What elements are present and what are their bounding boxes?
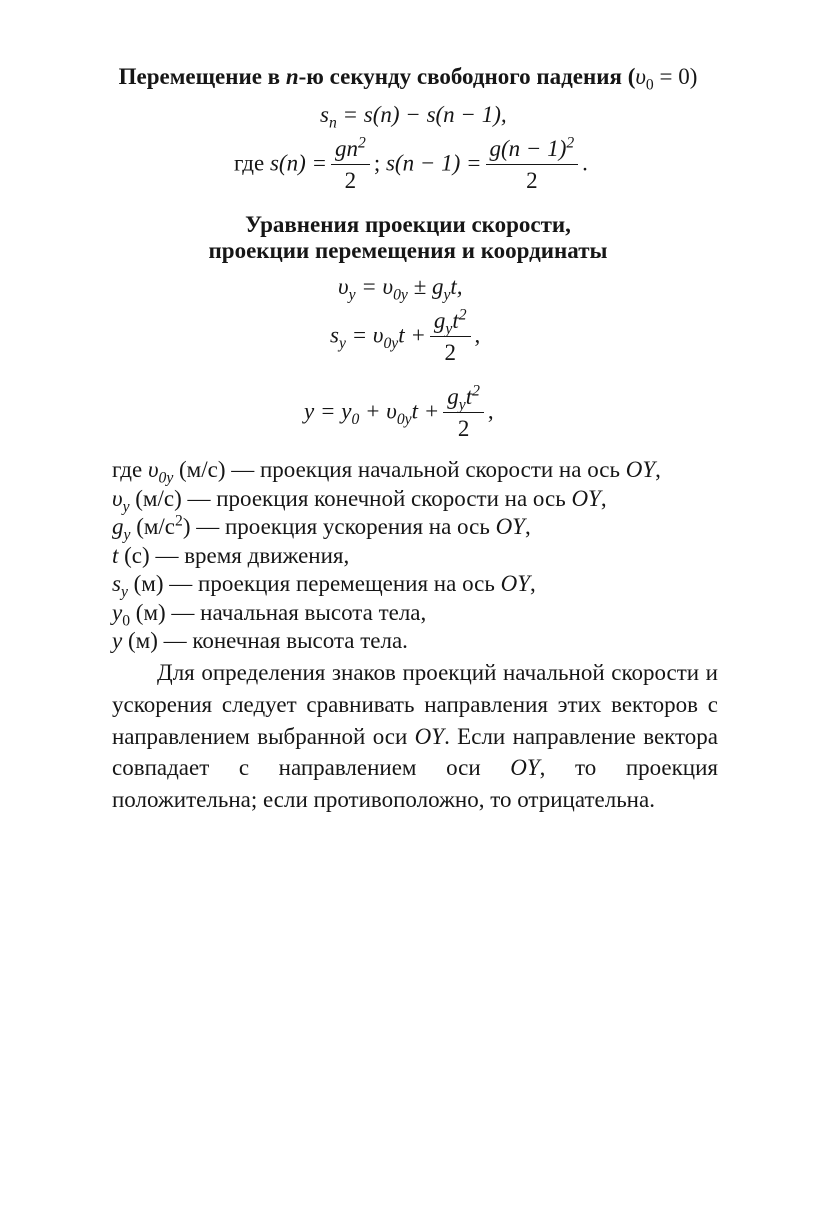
equation-coordinate: $y = y_0 + \upsilon_{0y}t$ + $\frac{g_yt^2}{2}$ ,	[304, 382, 494, 441]
definition-item: $\upsilon_y$ (м/с) — проекция конечной скорости на ось OY,	[112, 486, 607, 516]
heading-projection-equations-line1: Уравнения проекции скорости,	[245, 212, 571, 237]
fraction-gy-t2-over-2: $\frac{g_yt^2}{2}$	[443, 384, 484, 442]
definition-item: $s_y$ (м) — проекция перемещения на ось OY,	[112, 571, 536, 601]
definition-item: $y_0$ (м) — начальная высота тела,	[112, 600, 427, 630]
paragraph-sign-rule: Для определения знаков проекций начальной скорости и ускорения следует сравнивать направления этих векторов с направлением выбранной оси OY. Если направление вектора совпадает с направлением оси OY, то проекция положительна; если противоположно, то отрицательна.	[112, 660, 719, 813]
definition-item: где $\upsilon_{0y}$ (м/с) — проекция начальной скорости на ось OY,	[112, 457, 661, 487]
fraction-gy-t2-over-2: $\frac{g_yt^2}{2}$	[430, 308, 471, 366]
equation-displacement-projection: $s_y = \upsilon_{0y}t$ + $\frac{g_yt^2}{2}$ ,	[330, 306, 481, 365]
fraction-gn2-over-2: $\frac{gn^2}{2}$	[331, 136, 370, 194]
heading-displacement-nth-second: Перемещение в n-ю секунду свободного падения $(\upsilon_0 = 0)$	[118, 64, 698, 94]
definition-item: t (с) — время движения,	[112, 543, 350, 568]
equation-velocity-projection: $\upsilon_y = \upsilon_{0y} \pm g_yt$,	[338, 274, 463, 304]
definition-item: $g_y$ $(м/с^2)$ — проекция ускорения на ось OY,	[112, 512, 531, 544]
equation-sn: $s_n = s(n) - s(n - 1)$,	[320, 102, 507, 132]
equation-s-of-n: где s(n) = $\frac{gn^2}{2}$ ; s(n − 1) = $\frac{g(n - 1)^2}{2}$ .	[234, 134, 588, 193]
fraction-g-n-minus-1-sq-over-2: $\frac{g(n - 1)^2}{2}$	[486, 136, 579, 194]
definition-item: y (м) — конечная высота тела.	[112, 628, 408, 653]
heading-projection-equations-line2: проекции перемещения и координаты	[208, 238, 608, 263]
